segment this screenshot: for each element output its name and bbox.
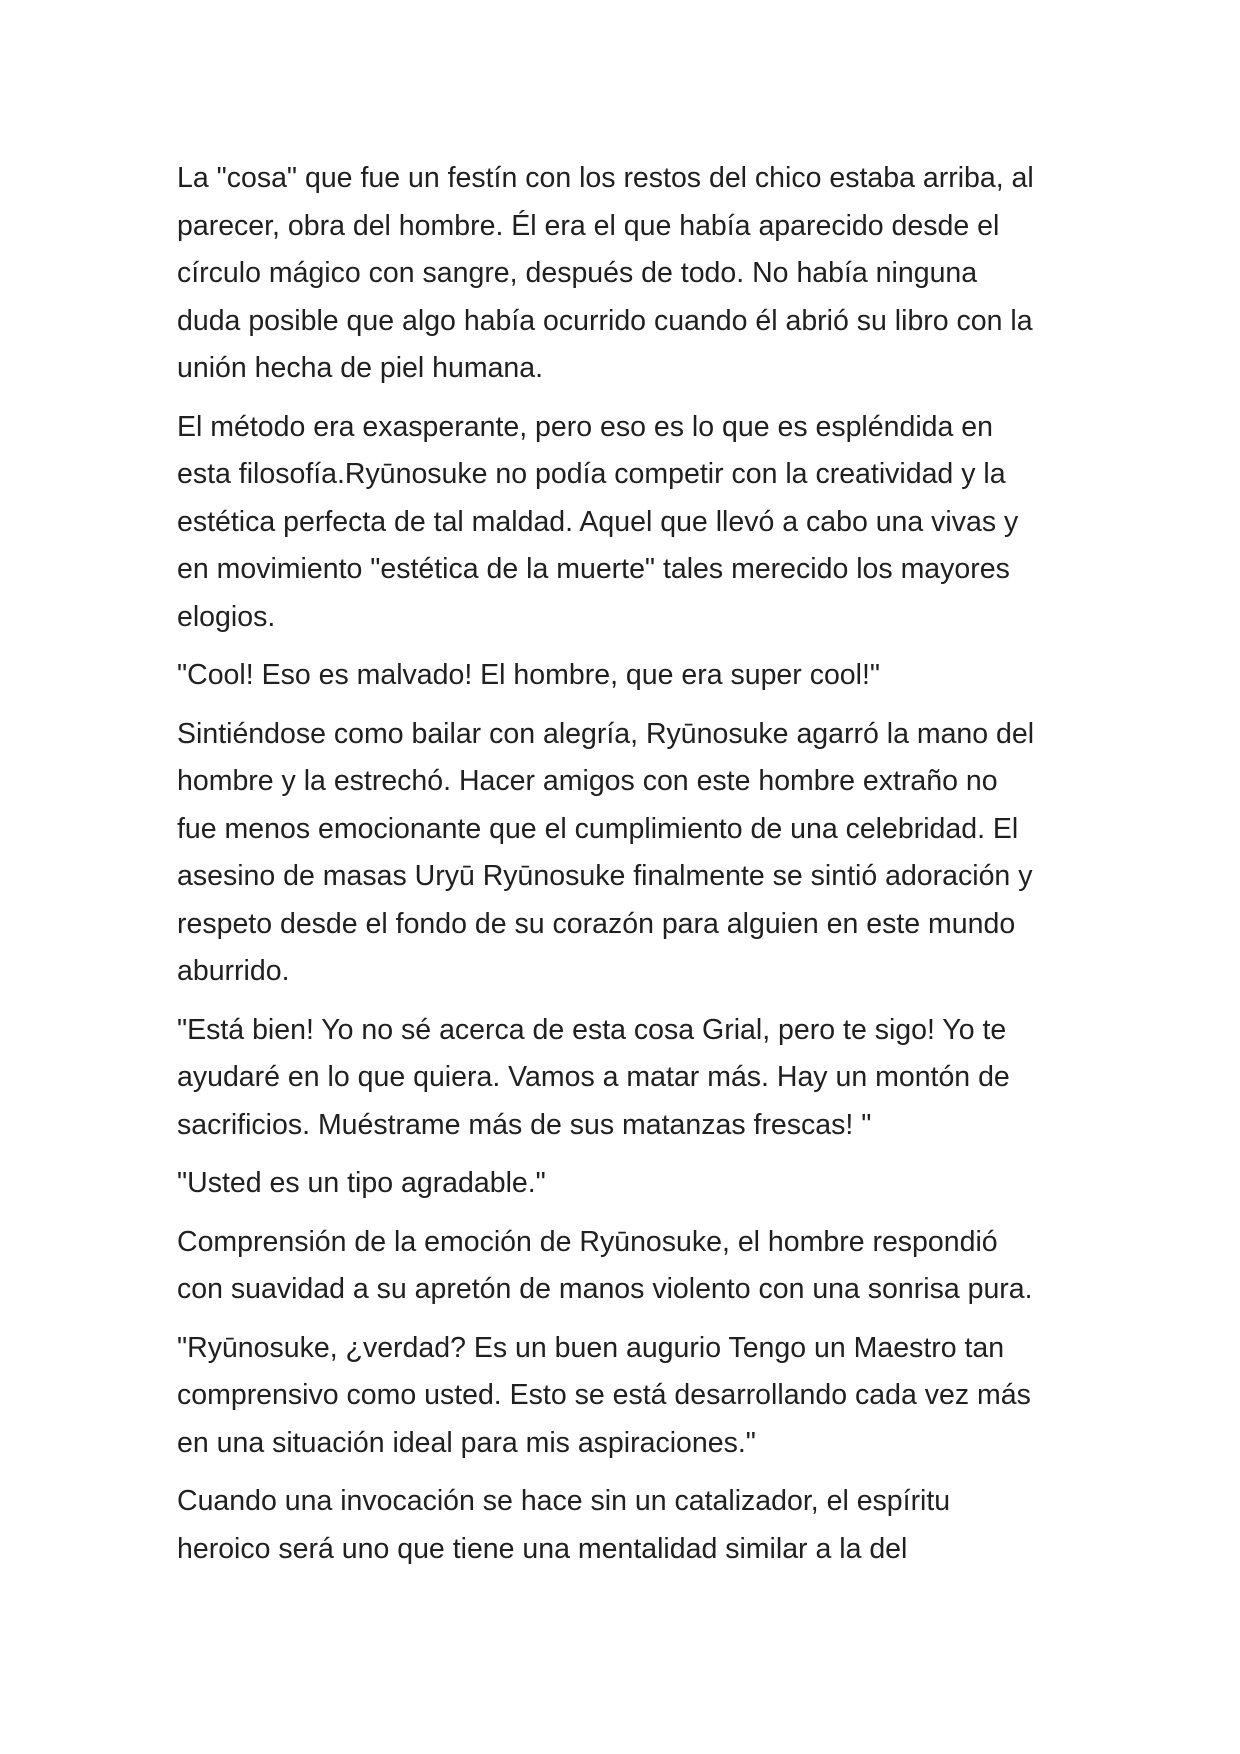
text-line: en movimiento "estética de la muerte" tales merecido los mayores: [177, 553, 1010, 585]
paragraph-2: [177, 404, 1072, 642]
text-line: en una situación ideal para mis aspiraciones.": [177, 1426, 756, 1459]
body-text: [177, 155, 1072, 1584]
text-line: elogios.: [177, 600, 276, 633]
text-line: unión hecha de piel humana.: [177, 352, 544, 384]
text-line: Comprensión de la emoción de Ryūnosuke, el hombre respondió: [177, 1225, 998, 1258]
text-line: respeto desde el fondo de su corazón para alguien en este mundo: [177, 907, 1016, 940]
text-line: con suavidad a su apretón de manos violento con una sonrisa pura.: [177, 1273, 1033, 1305]
text-line: duda posible que algo había ocurrido cuando él abrió su libro con la: [177, 304, 1033, 337]
text-line: aburrido.: [177, 955, 290, 987]
text-line: parecer, obra del hombre. Él era el que había aparecido desde el: [177, 209, 1000, 242]
paragraph-5: [177, 1007, 1072, 1150]
paragraph-4: [177, 711, 1072, 996]
text-line: "Ryūnosuke, ¿verdad? Es un buen augurio Tengo un Maestro tan: [177, 1331, 1005, 1364]
text-line: sacrificios. Muéstrame más de sus matanzas frescas! ": [177, 1108, 872, 1141]
text-line: heroico será uno que tiene una mentalidad similar a la del: [177, 1532, 908, 1565]
text-line: "Usted es un tipo agradable.": [177, 1167, 546, 1199]
paragraph-1: [177, 155, 1072, 393]
paragraph-8: [177, 1325, 1072, 1468]
text-line: fue menos emocionante que el cumplimiento de una celebridad. El: [177, 812, 1019, 845]
paragraph-9: [177, 1478, 1072, 1573]
paragraph-3: [177, 652, 1072, 700]
text-line: estética perfecta de tal maldad. Aquel que llevó a cabo una vivas y: [177, 505, 1019, 538]
text-line: "Está bien! Yo no sé acerca de esta cosa Grial, pero te sigo! Yo te: [177, 1013, 1007, 1046]
text-line: ayudaré en lo que quiera. Vamos a matar más. Hay un montón de: [177, 1061, 1010, 1093]
text-line: esta filosofía.Ryūnosuke no podía competir con la creatividad y la: [177, 458, 1006, 490]
text-line: Sintiéndose como bailar con alegría, Ryūnosuke agarró la mano del: [177, 717, 1035, 750]
text-line: La "cosa" que fue un festín con los restos del chico estaba arriba, al: [177, 162, 1034, 194]
text-line: asesino de masas Uryū Ryūnosuke finalmente se sintió adoración y: [177, 860, 1033, 892]
paragraph-6: [177, 1160, 1072, 1208]
text-line: comprensivo como usted. Esto se está desarrollando cada vez más: [177, 1379, 1031, 1411]
paragraph-7: [177, 1219, 1072, 1314]
text-line: hombre y la estrechó. Hacer amigos con este hombre extraño no: [177, 765, 998, 797]
text-line: "Cool! Eso es malvado! El hombre, que era super cool!": [177, 659, 881, 691]
text-line: círculo mágico con sangre, después de todo. No había ninguna: [177, 257, 978, 289]
text-line: El método era exasperante, pero eso es lo que es espléndida en: [177, 410, 993, 443]
text-line: Cuando una invocación se hace sin un catalizador, el espíritu: [177, 1485, 951, 1517]
